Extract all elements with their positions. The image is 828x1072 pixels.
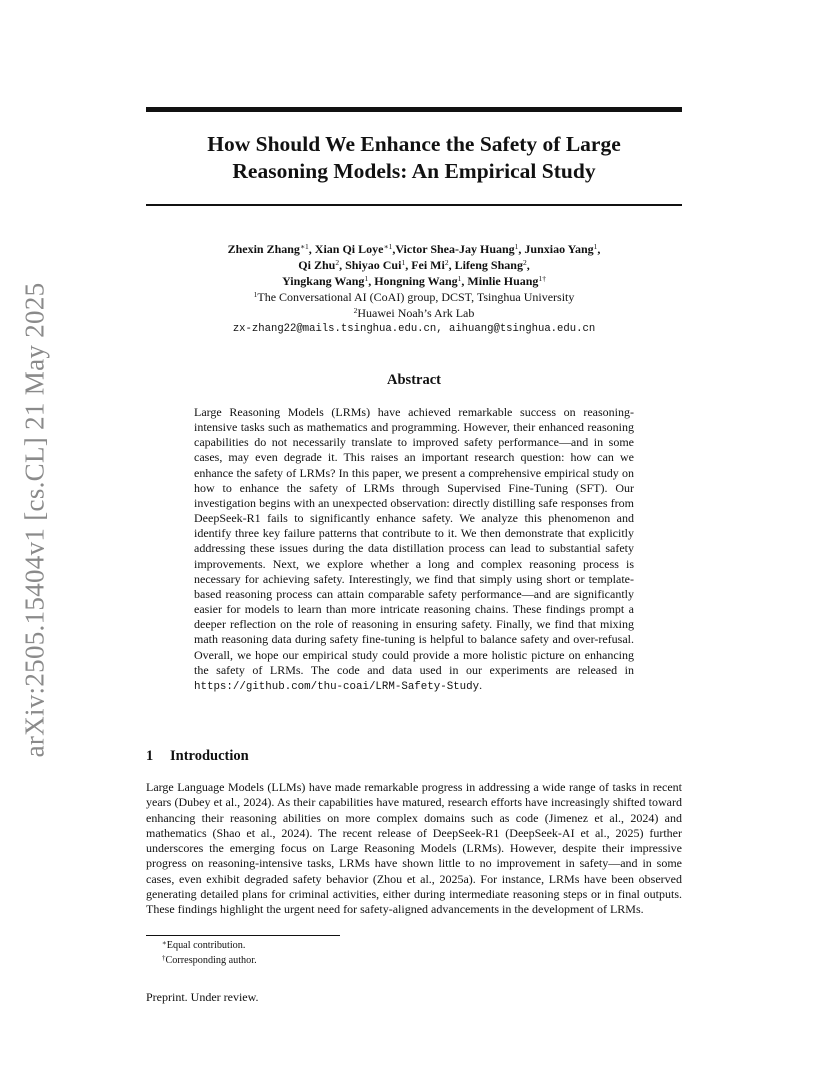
footnote-rule [146, 935, 340, 936]
title-line-2: Reasoning Models: An Empirical Study [232, 159, 596, 183]
section-number: 1 [146, 748, 154, 764]
author: Fei Mi$^2$, [411, 258, 455, 272]
author: Hongning Wang$^1$, [374, 274, 468, 288]
affiliation: $^2$Huawei Noah’s Ark Lab [353, 306, 475, 320]
abstract-body: Large Reasoning Models (LRMs) have achieved remarkable success on reasoning-intensive tasks such as mathematics and programming. However, their enhanced reasoning capabilities do not necessarily translate to improved safety performance—and in some cases, may even degrade it. This raises an important research question: how can we enhance the safety of LRMs? In this paper, we present a comprehensive empirical study on how to enhance the safety of LRMs through Supervised Fine-Tuning (SFT). Our investigation begins with an unexpected observation: directly distilling safe responses from DeepSeek-R1 fails to significantly enhance safety. We analyze this phenomenon and identify three key failure patterns that contribute to it. We then demonstrate that explicitly addressing these issues during the data distillation process can lead to substantial safety improvements. Next, we explore whether a long and complex reasoning process is necessary for achieving safety. Interestingly, we find that simply using short or template-based reasoning process can attain comparable safety performance—and are significantly easier for models to learn than more intricate reasoning chains. These findings prompt a deeper reflection on the role of reasoning in ensuring safety. Finally, we find that mixing math reasoning data during safety fine-tuning is helpful to balance safety and over-refusal. Overall, we hope our empirical study could provide a more holistic picture on enhancing the safety of LRMs. The code and data used in our experiments are released in https://github.com/thu-coai/LRM-Safety-Study. [194, 405, 634, 693]
author: Xian Qi Loye$^{∗1}$, [314, 242, 396, 256]
introduction-paragraph: Large Language Models (LLMs) have made remarkable progress in addressing a wide range of tasks in recent years (Dubey et al., 2024). As their capabilities have matured, research efforts have increasingly shifted toward enhancing their reasoning abilities on more complex domains such as code (Jimenez et al., 2024) and mathematics (Shao et al., 2024). The recent release of DeepSeek-R1 (DeepSeek-AI et al., 2025) further underscores the emerging focus on Large Reasoning Models (LRMs). However, despite their impressive progress on reasoning-intensive tasks, LRMs have shown little to no improvement in safety—and in some cases, even exhibit degraded safety behavior (Zhou et al., 2025a). For instance, LRMs have been observed generating detailed plans for criminal activities, either during intermediate reasoning steps or in final outputs. These findings highlight the urgent need for safety-aligned advancements in the development of LRMs. [146, 780, 682, 917]
section-heading-introduction [146, 748, 249, 765]
footnotes [162, 938, 257, 968]
author: Junxiao Yang$^1$, [524, 242, 601, 256]
footnote-corresponding-author: †Corresponding author. [162, 954, 257, 966]
author-names [146, 241, 682, 289]
title-top-rule [146, 107, 682, 112]
author-block [146, 241, 682, 337]
author: Yingkang Wang$^1$, [282, 274, 375, 288]
paper-title [146, 131, 682, 185]
code-repository-link[interactable]: https://github.com/thu-coai/LRM-Safety-Study [194, 680, 480, 693]
preprint-note: Preprint. Under review. [146, 990, 259, 1004]
footnote-equal-contribution: ∗Equal contribution. [162, 939, 246, 951]
author: Minlie Huang$^{1\dagger}$ [467, 274, 546, 288]
abstract-text: Large Reasoning Models (LRMs) have achieved remarkable success on reasoning-intensive tasks such as mathematics and programming. However, their enhanced reasoning capabilities do not necessarily translate to improved safety performance—and in some cases, may even degrade it. This raises an important research question: how can we enhance the safety of LRMs? In this paper, we present a comprehensive empirical study on how to enhance the safety of LRMs through Supervised Fine-Tuning (SFT). Our investigation begins with an unexpected observation: directly distilling safe responses from DeepSeek-R1 fails to significantly enhance safety. We analyze this phenomenon and identify three key failure patterns that contribute to it. We then demonstrate that explicitly addressing these issues during the data distillation process can lead to substantial safety improvements. Next, we explore whether a long and complex reasoning process is necessary for achieving safety. Interestingly, we find that simply using short or template-based reasoning process can attain comparable safety performance—and are significantly easier for models to learn than more intricate reasoning chains. These findings prompt a deeper reflection on the role of reasoning in ensuring safety. Finally, we find that mixing math reasoning data during safety fine-tuning is helpful to balance safety and over-refusal. Overall, we hope our empirical study could provide a more holistic picture on enhancing the safety of LRMs. The code and data used in our experiments are released in [194, 405, 634, 677]
section-title: Introduction [170, 748, 249, 764]
author: Victor Shea-Jay Huang$^1$, [395, 242, 525, 256]
author: Zhexin Zhang$^{∗1}$, [227, 242, 315, 256]
title-bottom-rule [146, 204, 682, 206]
author: Shiyao Cui$^1$, [345, 258, 412, 272]
abstract-heading: Abstract [387, 372, 441, 388]
author: Lifeng Shang$^2$, [454, 258, 530, 272]
author-emails[interactable]: zx-zhang22@mails.tsinghua.edu.cn, aihuang@tsinghua.edu.cn [232, 323, 596, 335]
author: Qi Zhu$^2$, [298, 258, 346, 272]
affiliation: $^1$The Conversational AI (CoAI) group, DCST, Tsinghua University [253, 290, 575, 304]
arxiv-identifier-stamp: arXiv:2505.15404v1 [cs.CL] 21 May 2025 [19, 282, 50, 758]
title-line-1: How Should We Enhance the Safety of Large [207, 132, 621, 156]
